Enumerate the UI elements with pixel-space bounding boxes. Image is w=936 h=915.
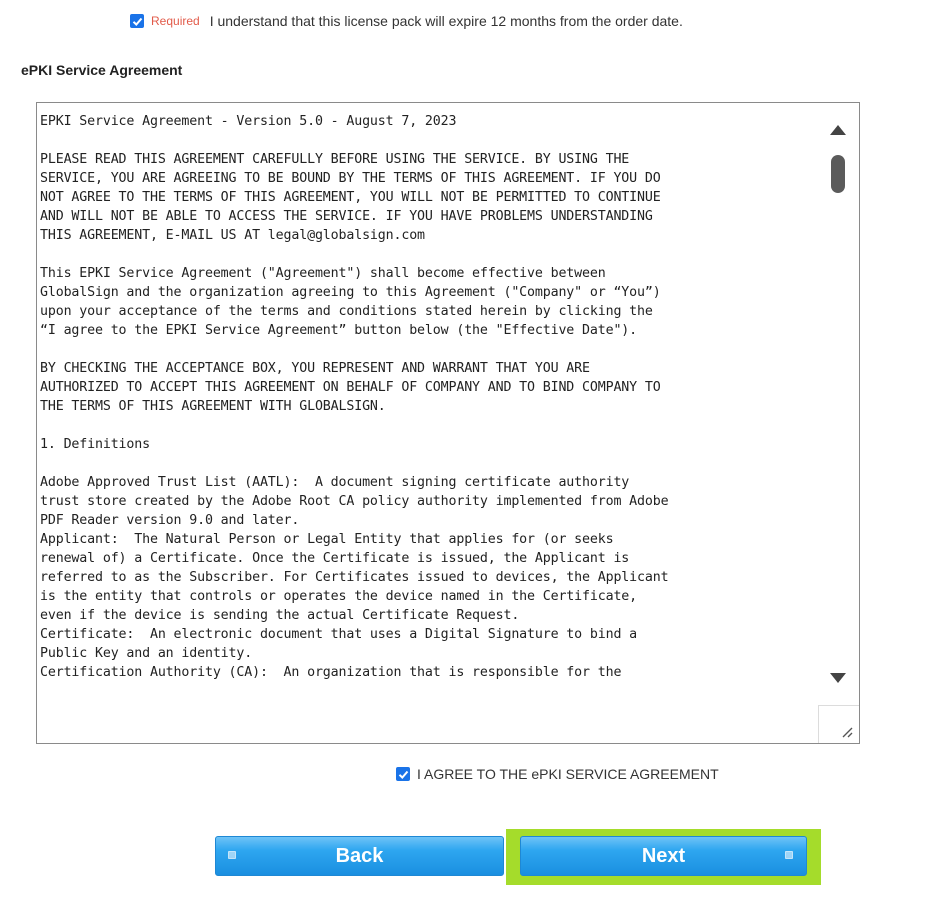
agree-checkbox[interactable]: [396, 767, 410, 781]
resize-handle[interactable]: [818, 705, 859, 743]
scroll-up-arrow-icon[interactable]: [830, 125, 846, 135]
agreement-line: trust store created by the Adobe Root CA policy authority implemented from Adobe: [40, 494, 669, 509]
agreement-line: “I agree to the EPKI Service Agreement” button below (the "Effective Date").: [40, 323, 638, 338]
required-label: Required: [151, 14, 200, 28]
resize-grip-icon: [819, 706, 860, 744]
back-arrow-icon: [228, 851, 236, 859]
agreement-line: Public Key and an identity.: [40, 646, 253, 661]
next-button[interactable]: [520, 836, 807, 876]
agreement-line: AND WILL NOT BE ABLE TO ACCESS THE SERVICE. IF YOU HAVE PROBLEMS UNDERSTANDING: [40, 209, 653, 224]
agreement-line: [40, 454, 820, 473]
agree-to-agreement: [396, 763, 719, 785]
agreement-text: [40, 112, 820, 742]
agreement-line: referred to as the Subscriber. For Certificates issued to devices, the Applicant: [40, 570, 669, 585]
agreement-line: THIS AGREEMENT, E-MAIL US AT legal@globalsign.com: [40, 228, 425, 243]
agreement-line: 1. Definitions: [40, 437, 150, 452]
agreement-line: [40, 340, 820, 359]
agreement-line: Certificate: An electronic document that uses a Digital Signature to bind a: [40, 627, 638, 642]
agreement-line: Certification Authority (CA): An organization that is responsible for the: [40, 665, 622, 680]
agreement-line: Applicant: The Natural Person or Legal Entity that applies for (or seeks: [40, 532, 614, 547]
checkmark-icon: [398, 769, 409, 780]
agreement-line: GlobalSign and the organization agreeing to this Agreement ("Company" or “You”): [40, 285, 661, 300]
checkmark-icon: [132, 16, 143, 27]
scroll-thumb[interactable]: [831, 155, 845, 193]
license-expiry-text: I understand that this license pack will expire 12 months from the order date.: [209, 13, 683, 29]
agreement-line: Adobe Approved Trust List (AATL): A document signing certificate authority: [40, 475, 630, 490]
agreement-line: upon your acceptance of the terms and conditions stated herein by clicking the: [40, 304, 653, 319]
agreement-line: PDF Reader version 9.0 and later.: [40, 513, 300, 528]
agreement-line: BY CHECKING THE ACCEPTANCE BOX, YOU REPRESENT AND WARRANT THAT YOU ARE: [40, 361, 590, 376]
section-title: ePKI Service Agreement: [21, 62, 183, 78]
agreement-line: SERVICE, YOU ARE AGREEING TO BE BOUND BY THE TERMS OF THIS AGREEMENT. IF YOU DO: [40, 171, 661, 186]
agreement-line: This EPKI Service Agreement ("Agreement") shall become effective between: [40, 266, 606, 281]
agreement-line: [40, 245, 820, 264]
agreement-line: NOT AGREE TO THE TERMS OF THIS AGREEMENT, YOU WILL NOT BE PERMITTED TO CONTINUE: [40, 190, 661, 205]
scroll-down-arrow-icon[interactable]: [830, 673, 846, 683]
agreement-line: renewal of) a Certificate. Once the Certificate is issued, the Applicant is: [40, 551, 630, 566]
agreement-line: [40, 131, 820, 150]
license-expiry-acknowledgement: [130, 10, 683, 32]
agree-text: I AGREE TO THE ePKI SERVICE AGREEMENT: [417, 766, 719, 782]
agreement-line: EPKI Service Agreement - Version 5.0 - August 7, 2023: [40, 114, 457, 129]
agreement-line: PLEASE READ THIS AGREEMENT CAREFULLY BEFORE USING THE SERVICE. BY USING THE: [40, 152, 630, 167]
agreement-line: THE TERMS OF THIS AGREEMENT WITH GLOBALSIGN.: [40, 399, 386, 414]
next-arrow-icon: [785, 851, 793, 859]
agreement-line: is the entity that controls or operates the device named in the Certificate,: [40, 589, 638, 604]
license-expiry-checkbox[interactable]: [130, 14, 144, 28]
back-button-label: Back: [335, 844, 384, 867]
agreement-line: even if the device is sending the actual Certificate Request.: [40, 608, 520, 623]
agreement-line: AUTHORIZED TO ACCEPT THIS AGREEMENT ON BEHALF OF COMPANY AND TO BIND COMPANY TO: [40, 380, 661, 395]
agreement-line: [40, 416, 820, 435]
back-button[interactable]: [215, 836, 504, 876]
next-button-label: Next: [641, 844, 686, 867]
agreement-textarea[interactable]: [36, 102, 860, 744]
agreement-scrollbar[interactable]: [818, 103, 859, 707]
